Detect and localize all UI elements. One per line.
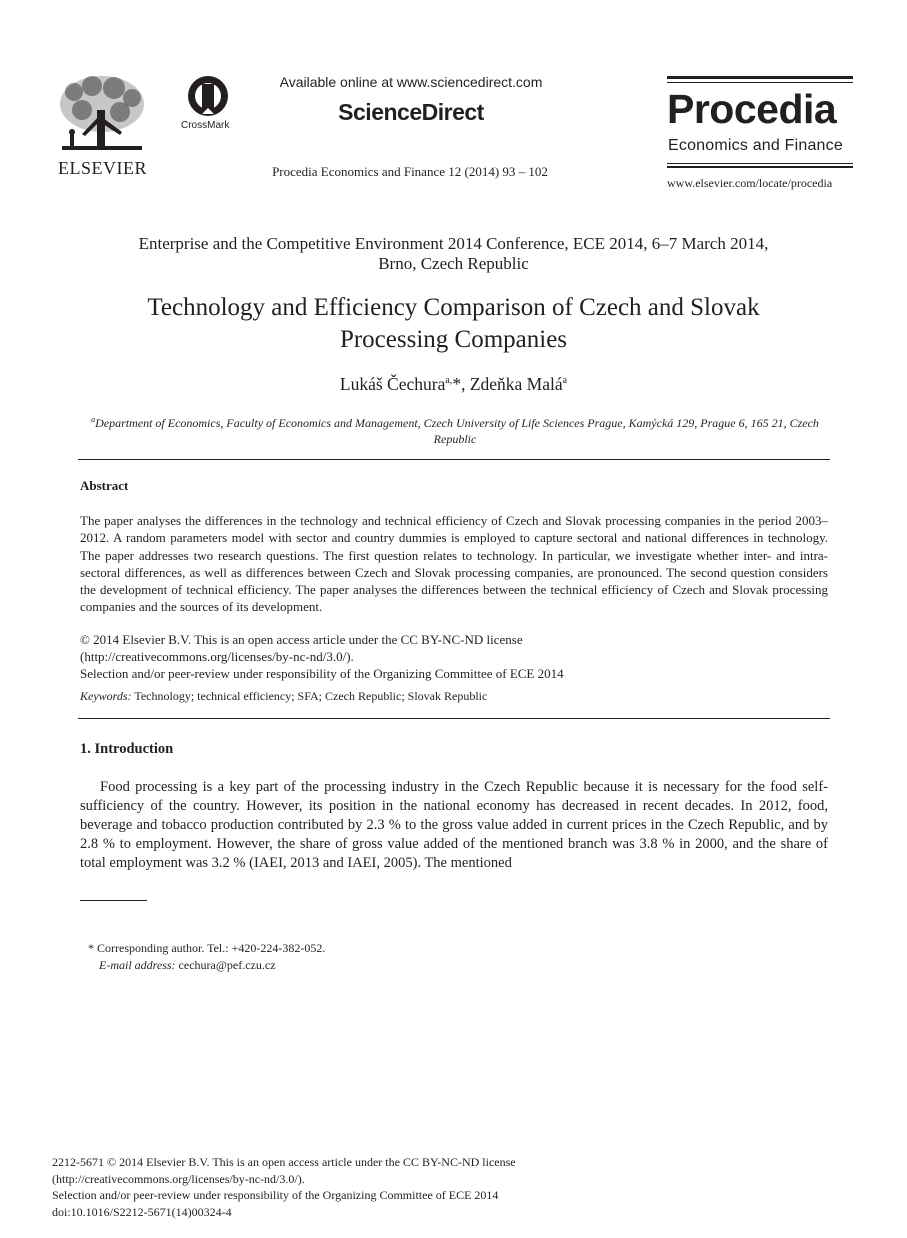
crossmark-label: CrossMark (181, 120, 230, 131)
author-2-affil: a (562, 375, 568, 387)
journal-brand-subtitle: Economics and Finance (668, 137, 843, 154)
copyright-peer-review: Selection and/or peer-review under responsibility of the Organizing Committee of ECE 2014 (52, 1188, 499, 1202)
author-1-affil: a, (445, 375, 453, 387)
doi[interactable]: doi:10.1016/S2212-5671(14)00324-4 (52, 1204, 232, 1219)
author-list (60, 374, 847, 395)
license-line: © 2014 Elsevier B.V. This is an open access article under the CC BY-NC-ND license (80, 632, 523, 647)
conference-info (60, 234, 847, 274)
journal-brand: Procedia (667, 86, 837, 132)
abstract-heading: Abstract (80, 478, 129, 493)
sciencedirect-logo: ScienceDirect (338, 99, 484, 125)
license-block (80, 632, 828, 682)
brand-rule-top (667, 76, 853, 79)
conference-line-1: Enterprise and the Competitive Environment 2014 Conference, ECE 2014, 6–7 March 2014, (138, 234, 769, 253)
introduction-paragraph: Food processing is a key part of the processing industry in the Czech Republic because it is necessary for the food self-sufficiency of the country. However, its position in the national economy has decreased in recent decades. In 2012, food, beverage and tobacco production contributed by 2.3 % to the gross value added in current prices in the Czech Republic, and by 2.8 % to employment. However, the share of gross value added of the mentioned branch was 3.8 % in 2000, and the share of total employment was 3.2 % (IAEI, 2013 and IAEI, 2005). The mentioned (80, 779, 828, 871)
keywords-label: Keywords: (80, 689, 132, 703)
brand-rule-bottom-thin (667, 163, 853, 164)
divider-top (78, 459, 830, 460)
peer-review-line: Selection and/or peer-review under responsibility of the Organizing Committee of ECE 2014 (80, 665, 564, 681)
keywords (80, 689, 828, 704)
corresponding-mark: * (452, 374, 462, 394)
conference-line-2: Brno, Czech Republic (378, 254, 529, 273)
paper-title (60, 292, 847, 356)
email-address[interactable]: cechura@pef.czu.cz (178, 958, 276, 972)
copyright-license-link[interactable]: (http://creativecommons.org/licenses/by-nc-nd/3.0/). (52, 1171, 305, 1186)
abstract-body: The paper analyses the differences in the technology and technical efficiency of Czech and Slovak processing companies in the period 2003–2012. A random parameters model with sector and country dummies is employed to capture sectoral and national differences in technology. The paper addresses two research questions. The first question relates to technology. In particular, we investigate whether inter- and intra-sectoral differences, as well as differences between Czech and Slovak processing companies, are pronounced. The second question considers the development of technical efficiency. The paper analyses the differences between the technical efficiency of Czech and Slovak processing companies and the sources of its development. (80, 513, 828, 615)
copyright-block (52, 1154, 652, 1220)
brand-rule-top-thin (667, 82, 853, 83)
license-link[interactable]: (http://creativecommons.org/licenses/by-nc-nd/3.0/). (80, 648, 354, 664)
brand-rule-bottom (667, 166, 853, 168)
copyright-line: 2212-5671 © 2014 Elsevier B.V. This is an open access article under the CC BY-NC-ND license (52, 1155, 516, 1169)
divider-bottom (78, 718, 830, 719)
email-label: E-mail address: (99, 958, 176, 972)
footnote-email (99, 958, 276, 973)
footnote-rule (80, 900, 147, 901)
author-separator: , (461, 374, 470, 394)
affiliation-mark: a (91, 415, 96, 424)
affiliation (80, 412, 830, 447)
journal-url[interactable]: www.elsevier.com/locate/procedia (667, 176, 833, 190)
title-line-2: Processing Companies (339, 326, 568, 353)
section-heading-introduction: 1. Introduction (80, 741, 174, 757)
footnote-corresponding: * Corresponding author. Tel.: +420-224-382-052. (88, 941, 326, 955)
author-2: Zdeňka Malá (469, 374, 563, 394)
affiliation-text: Department of Economics, Faculty of Economics and Management, Czech University of Life Sciences Prague, Kamýcká 129, Prague 6, 165 21, Czech Republic (95, 416, 819, 446)
publisher-name: ELSEVIER (58, 158, 147, 178)
available-online[interactable]: Available online at www.sciencedirect.com (279, 74, 543, 90)
title-line-1: Technology and Efficiency Comparison of Czech and Slovak (147, 294, 760, 321)
author-1: Lukáš Čechura (339, 374, 446, 394)
keywords-list: Technology; technical efficiency; SFA; Czech Republic; Slovak Republic (134, 689, 488, 703)
journal-reference: Procedia Economics and Finance 12 (2014) 93 – 102 (272, 164, 548, 179)
